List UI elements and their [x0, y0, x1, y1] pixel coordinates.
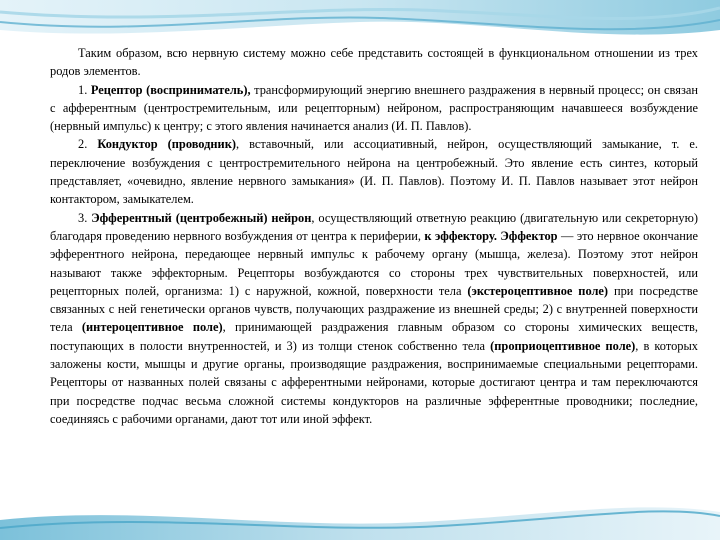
receptor-paragraph — [50, 81, 698, 136]
efferent-text-5: , в которых заложены кости, мышцы и другие органы, производящие раздражения, воспринимаемые специальными рецепторами. Рецепторы от названных полей связаны с афферентными нейронами, которые достигают центра и там переключаются при посредстве подчас весьма сложной системы кондукторов на различные эфферентные проводники; последние, соединяясь с рабочими органами, дают тот или иной эффект. — [50, 338, 698, 426]
item-number-3: 3. — [78, 210, 88, 225]
effector-term: Эффектор — [500, 228, 558, 243]
conductor-text: , вставочный, или ассоциативный, нейрон, осуществляющий замыкание, т. е. переключение возбуждения с центростремительного нейрона на центробежный. Это явление есть синтез, который представляет, «очевидно, явление нервного замыкания» (И. П. Павлов). Поэтому И. П. Павлов называет этот нейрон контактором, замыкателем. — [50, 137, 698, 207]
efferent-text-2: — это нервное окончание эфферентного нейрона, передающее нервный импульс к рабочему органу (мышца, железа). Поэтому этот нейрон называют также эффекторным. Рецепторы возбуждаются со стороны трех чувствительных поверхностей, или рецепторных полей, организма: 1) с наружной, кожной, поверхности тела — [50, 228, 698, 298]
item-number-2: 2. — [78, 137, 88, 152]
intro-text: Таким образом, всю нервную систему можно себе представить состоящей в функциональном отношении из трех родов элементов. — [50, 46, 698, 79]
intro-paragraph — [50, 44, 698, 81]
exteroceptive-term: (экстероцептивное поле) — [467, 283, 609, 298]
receptor-term: Рецептор (восприниматель), — [90, 82, 251, 97]
conductor-paragraph — [50, 135, 698, 208]
proprioceptive-term: (проприоцептивное поле) — [490, 338, 636, 353]
body-text — [50, 44, 698, 428]
efferent-term: Эфферентный (центробежный) нейрон — [91, 210, 312, 225]
efferent-text-4: , принимающей раздражения главным образом со стороны химических веществ, поступающих в полости внутренностей, и 3) из толщи стенок собственно тела — [50, 320, 699, 353]
interoceptive-term: (интероцептивное поле) — [81, 320, 223, 335]
receptor-text: трансформирующий энергию внешнего раздражения в нервный процесс; он связан с афферентным (центростремительным, или рецепторным) нейроном, распространяющим начавшееся возбуждение (нервный импульс) к центру; с этого явления начинается анализ (И. П. Павлов). — [50, 82, 698, 134]
efferent-text-1: , осуществляющий ответную реакцию (двигательную или секреторную) благодаря проведению нервного возбуждения от центра к периферии, — [50, 210, 698, 243]
efferent-paragraph — [50, 209, 698, 429]
item-number-1: 1. — [78, 82, 88, 97]
efferent-text-3: при посредстве связанных с ней генетически органов чувств, получающих раздражение из внешней среды; 2) с внутренней поверхности тела — [50, 283, 698, 335]
conductor-term: Кондуктор (проводник) — [97, 137, 236, 152]
bottom-wave — [0, 507, 720, 540]
effector-to-term: к эффектору. — [424, 228, 497, 243]
